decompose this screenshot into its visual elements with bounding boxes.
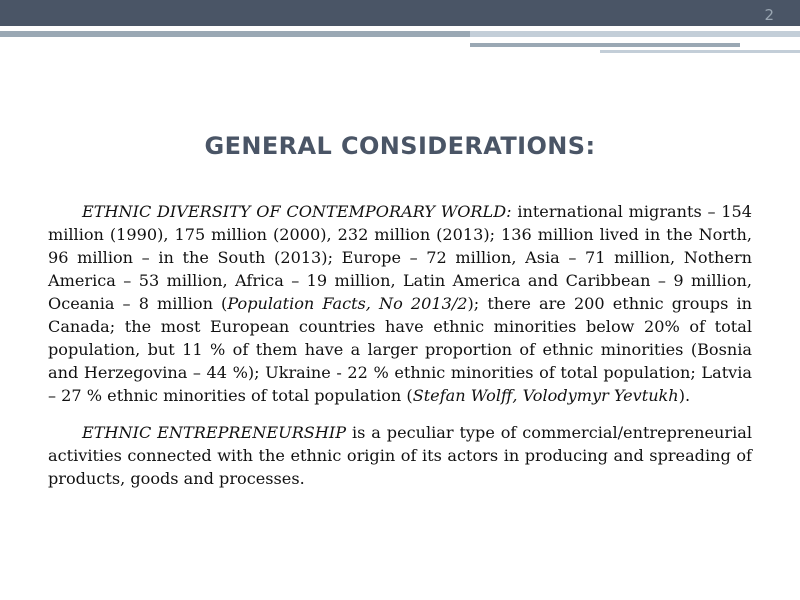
citation: Population Facts, No 2013/2 (227, 294, 468, 313)
paragraph-text: ); there are 200 ethnic groups in Canada; the most European countries have ethnic minorities below 20% of total population, but 11 % of them have a larger proportion of ethnic minorities (Bosnia and Herzegovina – 44 %); Ukraine - 22 % ethnic minorities of total population; Latvia – 27 % ethnic minorities of total population ( (48, 294, 752, 405)
paragraph-text: international migrants – 154 million (1990), 175 million (2000), 232 million (2013); 136 million lived in the North, 96 million – in the South (2013); Europe – 72 million, Asia – 71 million, Nothern America – 53 million, Africa – 19 million, Latin America and Caribbean – 9 million, Oceania – 8 million ( (48, 202, 752, 313)
decorative-stripe (470, 43, 740, 47)
decorative-stripe (600, 50, 800, 53)
citation: Stefan Wolff, Volodymyr Yevtukh (412, 386, 679, 405)
slide-number: 2 (764, 6, 774, 24)
paragraph-text: ). (678, 386, 691, 405)
paragraph-text: is a peculiar type of commercial/entrepreneurial activities connected with the ethnic origin of its actors in producing and spreading of products, goods and processes. (48, 423, 752, 488)
paragraph-ethnic-entrepreneurship (48, 421, 752, 490)
paragraph-ethnic-diversity (48, 200, 752, 407)
decorative-stripe (0, 31, 470, 37)
decorative-stripe (470, 31, 800, 37)
paragraph-lead: ETHNIC DIVERSITY OF CONTEMPORARY WORLD: (82, 202, 512, 221)
paragraph-lead: ETHNIC ENTREPRENEURSHIP (82, 423, 347, 442)
header-bar (0, 0, 800, 26)
slide-body (48, 200, 752, 504)
slide-title: GENERAL CONSIDERATIONS: (204, 132, 596, 160)
